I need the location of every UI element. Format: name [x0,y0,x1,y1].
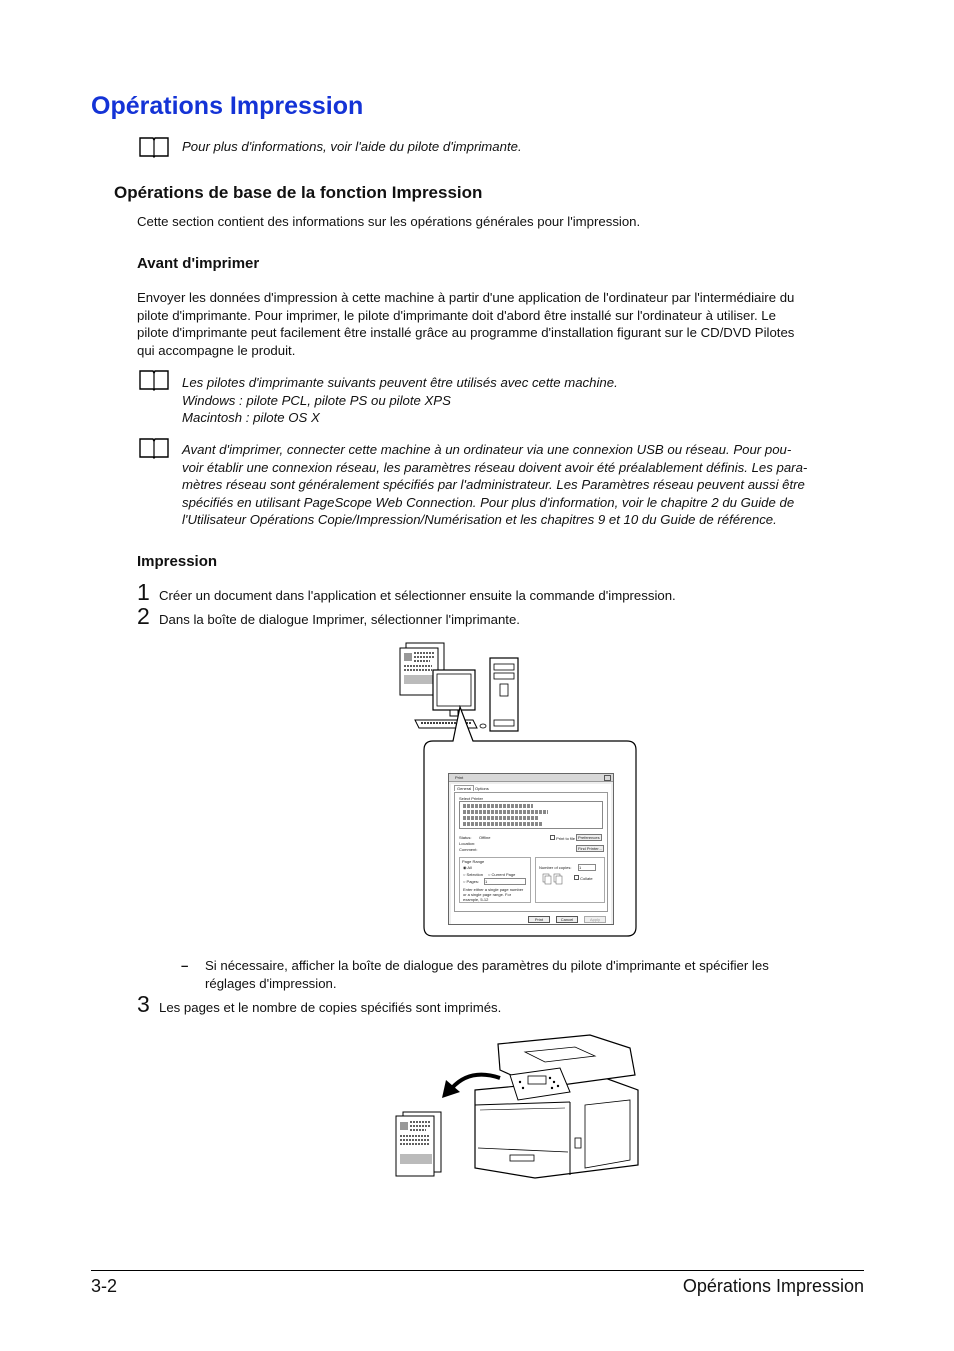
radio-pages-label: Pages: [466,879,479,884]
printer-output-illustration [390,1030,650,1180]
text-line: qui accompagne le produit. [137,342,296,358]
dialog-title: Print [455,775,464,780]
note-drivers [182,374,618,427]
comment-label: Comment: [459,847,478,852]
text-line: mètres réseau sont généralement spécifiés par l'administrateur. Les Paramètres réseau peuvent aussi être [182,477,805,493]
page-range-group [459,857,531,903]
radio-pages[interactable]: ○ Pages: [463,879,479,884]
tab-general[interactable]: General [454,785,474,791]
text-line: Les pilotes d'imprimante suivants peuvent être utilisés avec cette machine. [182,375,618,390]
print-to-file-label: Print to file [556,836,576,841]
text-line: voir établir une connexion réseau, les paramètres réseau doivent avoir été préalablement définis. Les para- [182,459,808,475]
step-number: 1 [137,579,150,605]
subsection-heading-print: Impression [137,553,218,570]
location-label: Location: [459,841,476,846]
text-line: Macintosh : pilote OS X [182,410,320,426]
page-range-hint: Enter either a single page number or a single page range. For example, 5-12 [463,887,524,902]
copies-stepper[interactable]: 1 [578,864,596,871]
radio-selection-label: Selection [466,872,483,877]
page-number: 3-2 [91,1276,118,1296]
apply-button[interactable]: Apply [584,916,606,923]
text-line: pilote d'imprimante. Pour imprimer, le pilote d'imprimante doit d'abord être installé sur l'ordinateur à utiliser. Le [137,307,776,323]
text-line: Si nécessaire, afficher la boîte de dialogue des paramètres du pilote d'imprimante et spécifier les [205,958,769,973]
substep-text [205,957,865,992]
collate-icon [542,873,572,887]
book-note-icon [139,369,169,391]
text-line: pilote d'imprimante peut facilement être installé grâce au programme d'installation figurant sur le CD/DVD Pilotes [137,325,795,341]
collate-label: Collate [580,876,593,881]
step-number: 3 [137,991,150,1017]
substep-dash: – [181,958,189,973]
list-item[interactable] [463,816,538,820]
dialog-panel [454,792,608,912]
status-label: Status: [459,835,472,840]
radio-all[interactable]: ◉ All [463,865,472,870]
footer-rule [91,1270,864,1271]
close-icon[interactable] [604,775,611,781]
list-item[interactable] [463,822,543,826]
text-line: l'Utilisateur Opérations Copie/Impression/Numérisation et les chapitres 9 et 10 du Guide de référence. [182,512,777,528]
radio-current-page[interactable]: ○ Current Page [488,872,516,877]
note-help: Pour plus d'informations, voir l'aide du pilote d'imprimante. [182,139,522,154]
printer-list[interactable] [459,801,603,829]
book-note-icon [139,136,169,158]
copies-group [535,857,605,903]
page-range-label: Page Range [462,859,485,864]
text-line: Windows : pilote PCL, pilote PS ou pilote XPS [182,392,451,408]
text-line: réglages d'impression. [205,975,337,991]
text-line: Avant d'imprimer, connecter cette machine à un ordinateur via une connexion USB ou réseau. Pour pou- [182,442,792,457]
footer-chapter: Opérations Impression [682,1276,864,1296]
radio-selection[interactable]: ○ Selection [463,872,483,877]
text-line: Envoyer les données d'impression à cette machine à partir d'une application de l'ordinateur par l'intermédiaire du [137,290,795,305]
find-printer-button[interactable]: Find Printer... [578,846,602,851]
before-paragraph [137,289,877,359]
step-text: Créer un document dans l'application et sélectionner ensuite la commande d'impression. [159,588,676,603]
step-number: 2 [137,603,150,629]
copies-label: Number of copies: [539,865,572,870]
book-note-icon [139,437,169,459]
note-connection [182,441,872,529]
pages-input[interactable]: 1 [484,878,526,885]
print-to-file-checkbox[interactable] [550,835,575,841]
subsection-heading-before: Avant d'imprimer [137,255,260,272]
section-intro: Cette section contient des informations sur les opérations générales pour l'impression. [137,214,641,229]
dialog-titlebar [449,774,613,782]
list-item[interactable] [463,804,533,808]
tab-options[interactable]: Options [475,786,489,791]
text-line: spécifiés en utilisant PageScope Web Connection. Pour plus d'information, voir le chapitre 2 du Guide de [182,494,795,510]
step-text: Les pages et le nombre de copies spécifiés sont imprimés. [159,1000,502,1015]
cancel-button[interactable]: Cancel [556,916,578,923]
list-item[interactable] [463,810,548,814]
section-heading: Opérations de base de la fonction Impression [114,183,483,202]
step-text: Dans la boîte de dialogue Imprimer, sélectionner l'imprimante. [159,612,520,627]
radio-all-label: All [467,865,472,870]
print-button[interactable]: Print [528,916,550,923]
select-printer-label: Select Printer [459,796,484,801]
preferences-button[interactable]: Preferences [578,835,600,840]
collate-checkbox[interactable] [574,875,593,881]
status-value: Offline [479,835,491,840]
page-title: Opérations Impression [91,92,364,120]
print-dialog [448,773,614,925]
radio-current-page-label: Current Page [491,872,516,877]
